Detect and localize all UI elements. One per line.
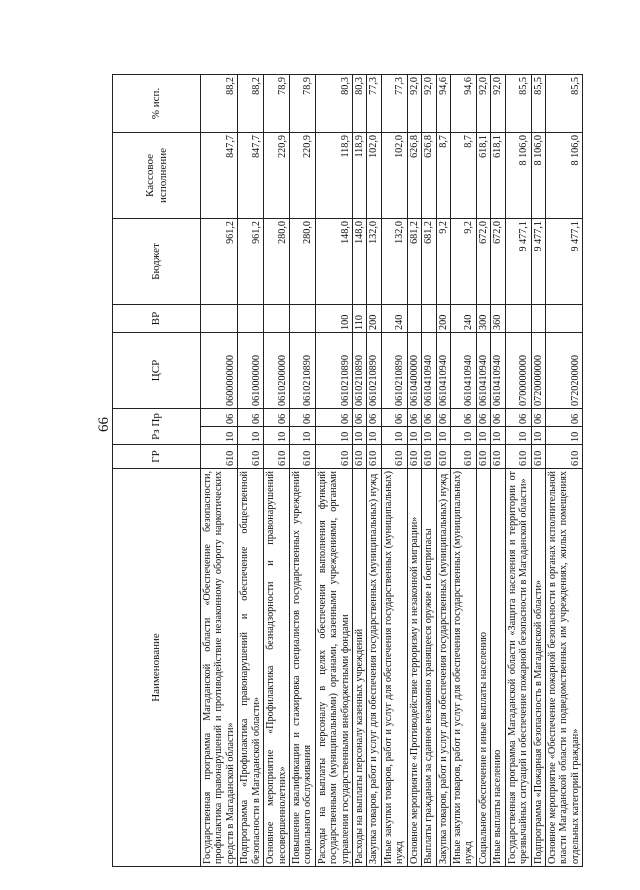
row-budget-cell: 280,0 [289,218,315,304]
row-csr-cell: 0610400000 [407,332,421,408]
row-pct-cell: 92,0 [491,74,505,132]
row-cash-cell: 626,8 [407,132,421,218]
table-row [407,74,421,866]
row-rz-cell: 10 [476,427,490,445]
row-cash-cell: 847,7 [201,132,238,218]
row-csr-cell: 0610210890 [367,332,381,408]
row-rz-cell: 10 [264,427,290,445]
row-vr-cell [264,304,290,332]
table-row [381,74,407,866]
header-csr: ЦСР [113,332,201,408]
header-cash: Кассовое исполнение [113,132,201,218]
row-vr-cell: 200 [367,304,381,332]
row-pct-cell: 78,9 [289,74,315,132]
table-header-row [113,74,201,866]
table-row [505,74,531,866]
row-pr-cell: 06 [238,408,264,426]
row-budget-cell: 681,2 [422,218,436,304]
table-row [264,74,290,866]
row-csr-cell: 0610410940 [476,332,490,408]
row-pr-cell: 06 [422,408,436,426]
row-gr-cell: 610 [531,445,545,469]
budget-execution-table [112,74,583,867]
row-cash-cell: 618,1 [476,132,490,218]
table-row [238,74,264,866]
row-budget-cell: 681,2 [407,218,421,304]
row-pct-cell: 85,5 [505,74,531,132]
row-gr-cell: 610 [367,445,381,469]
row-gr-cell: 610 [545,445,582,469]
row-cash-cell: 220,9 [289,132,315,218]
table-row [451,74,477,866]
row-pct-cell: 77,3 [381,74,407,132]
row-gr-cell: 610 [264,445,290,469]
table-row [545,74,582,866]
row-rz-cell: 10 [436,427,450,445]
row-csr-cell: 0610210890 [289,332,315,408]
table-row [315,74,352,866]
table-row [289,74,315,866]
table-row [491,74,505,866]
row-cash-cell: 102,0 [367,132,381,218]
table-row [201,74,238,866]
row-budget-cell: 961,2 [201,218,238,304]
row-pr-cell: 06 [315,408,352,426]
row-gr-cell: 610 [289,445,315,469]
row-vr-cell [531,304,545,332]
row-pct-cell: 77,3 [367,74,381,132]
row-csr-cell: 0610410940 [491,332,505,408]
row-pct-cell: 80,3 [315,74,352,132]
row-vr-cell [289,304,315,332]
row-rz-cell: 10 [381,427,407,445]
row-rz-cell: 10 [422,427,436,445]
row-budget-cell: 9 477,1 [545,218,582,304]
row-rz-cell: 10 [201,427,238,445]
row-pr-cell: 06 [545,408,582,426]
row-name-cell: Иные выплаты населению [491,469,505,867]
row-name-cell: Государственная программа Магаданской области «Обеспечение безопасности, профилактика правонарушений и противодействие незаконному обороту наркотических средств в Магаданской области» [201,469,238,867]
row-csr-cell: 0600000000 [201,332,238,408]
header-gr: ГР [113,445,201,469]
row-rz-cell: 10 [407,427,421,445]
row-cash-cell: 8,7 [451,132,477,218]
row-vr-cell [407,304,421,332]
row-vr-cell: 240 [451,304,477,332]
table-row [531,74,545,866]
row-vr-cell: 240 [381,304,407,332]
row-budget-cell: 961,2 [238,218,264,304]
row-budget-cell: 672,0 [491,218,505,304]
row-csr-cell: 0610000000 [238,332,264,408]
row-pr-cell: 06 [531,408,545,426]
row-pct-cell: 92,0 [422,74,436,132]
row-rz-cell: 10 [289,427,315,445]
row-budget-cell: 9,2 [451,218,477,304]
row-csr-cell: 0720200000 [545,332,582,408]
row-pct-cell: 94,6 [451,74,477,132]
table-row [353,74,367,866]
row-gr-cell: 610 [201,445,238,469]
row-pr-cell: 06 [451,408,477,426]
row-gr-cell: 610 [381,445,407,469]
row-pr-cell: 06 [201,408,238,426]
row-pct-cell: 88,2 [238,74,264,132]
row-name-cell: Основное мероприятие «Профилактика безнадзорности и правонарушений несовершеннолетних» [264,469,290,867]
row-csr-cell: 0610200000 [264,332,290,408]
row-gr-cell: 610 [238,445,264,469]
row-cash-cell: 8 106,0 [545,132,582,218]
row-pr-cell: 06 [367,408,381,426]
row-vr-cell: 360 [491,304,505,332]
row-name-cell: Иные закупки товаров, работ и услуг для обеспечения государственных (муниципальных) нужд [381,469,407,867]
row-budget-cell: 132,0 [367,218,381,304]
row-cash-cell: 118,9 [353,132,367,218]
row-name-cell: Государственная программа Магаданской области «Защита населения и территории от чрезвычайных ситуаций и обеспечение пожарной безопасности в Магаданской области» [505,469,531,867]
row-vr-cell: 200 [436,304,450,332]
rotated-page-content [112,75,583,867]
row-budget-cell: 672,0 [476,218,490,304]
row-pr-cell: 06 [289,408,315,426]
header-pct: % исп. [113,74,201,132]
row-cash-cell: 618,1 [491,132,505,218]
row-cash-cell: 102,0 [381,132,407,218]
row-gr-cell: 610 [353,445,367,469]
row-name-cell: Подпрограмма «Пожарная безопасность в Магаданской области» [531,469,545,867]
row-cash-cell: 8 106,0 [531,132,545,218]
row-csr-cell: 0610210890 [353,332,367,408]
row-pr-cell: 06 [264,408,290,426]
row-name-cell: Подпрограмма «Профилактика правонарушений и обеспечение общественной безопасности в Магаданской области» [238,469,264,867]
row-name-cell: Выплаты гражданам за сданное незаконно хранящееся оружие и боеприпасы [422,469,436,867]
row-csr-cell: 0610410940 [422,332,436,408]
row-vr-cell [505,304,531,332]
row-name-cell: Социальное обеспечение и иные выплаты населению [476,469,490,867]
row-cash-cell: 118,9 [315,132,352,218]
row-rz-cell: 10 [531,427,545,445]
row-pct-cell: 92,0 [407,74,421,132]
row-cash-cell: 8,7 [436,132,450,218]
row-name-cell: Основное мероприятие «Противодействие терроризму и незаконной миграции» [407,469,421,867]
row-gr-cell: 610 [491,445,505,469]
row-rz-cell: 10 [238,427,264,445]
row-vr-cell [201,304,238,332]
row-csr-cell: 0610210890 [315,332,352,408]
header-vr: ВР [113,304,201,332]
row-csr-cell: 0720000000 [531,332,545,408]
row-rz-cell: 10 [505,427,531,445]
row-name-cell: Закупка товаров, работ и услуг для обеспечения государственных (муниципальных) нужд [367,469,381,867]
row-pct-cell: 88,2 [201,74,238,132]
row-vr-cell: 110 [353,304,367,332]
header-name: Наименование [113,469,201,867]
row-rz-cell: 10 [545,427,582,445]
row-gr-cell: 610 [505,445,531,469]
row-gr-cell: 610 [407,445,421,469]
table-row [367,74,381,866]
row-pr-cell: 06 [505,408,531,426]
row-name-cell: Повышение квалификации и стажировка специалистов государственных учреждений социального обслуживания [289,469,315,867]
row-csr-cell: 0610410940 [451,332,477,408]
row-pr-cell: 06 [353,408,367,426]
row-gr-cell: 610 [436,445,450,469]
row-pct-cell: 92,0 [476,74,490,132]
header-rz-pr: Рз Пр [113,408,201,444]
row-pr-cell: 06 [407,408,421,426]
table-row [436,74,450,866]
row-vr-cell: 100 [315,304,352,332]
header-budget: Бюджет [113,218,201,304]
row-vr-cell [238,304,264,332]
row-vr-cell: 300 [476,304,490,332]
row-pct-cell: 78,9 [264,74,290,132]
row-pr-cell: 06 [491,408,505,426]
row-csr-cell: 0700000000 [505,332,531,408]
row-pct-cell: 80,3 [353,74,367,132]
row-name-cell: Расходы на выплаты персоналу в целях обеспечения выполнения функций государственными (муниципальными) органами, казенными учреждениями, органами управления государственными внебюджетными фондами [315,469,352,867]
row-csr-cell: 0610210890 [381,332,407,408]
row-pr-cell: 06 [381,408,407,426]
row-cash-cell: 220,9 [264,132,290,218]
row-csr-cell: 0610410940 [436,332,450,408]
row-budget-cell: 9 477,1 [531,218,545,304]
row-budget-cell: 148,0 [353,218,367,304]
row-gr-cell: 610 [476,445,490,469]
row-name-cell: Расходы на выплаты персоналу казенных учреждений [353,469,367,867]
row-pct-cell: 85,5 [545,74,582,132]
row-gr-cell: 610 [422,445,436,469]
row-vr-cell [422,304,436,332]
table-row [422,74,436,866]
row-budget-cell: 9,2 [436,218,450,304]
table-body [201,74,583,866]
row-name-cell: Иные закупки товаров, работ и услуг для обеспечения государственных (муниципальных) нужд [451,469,477,867]
row-name-cell: Закупка товаров, работ и услуг для обеспечения государственных (муниципальных) нужд [436,469,450,867]
row-gr-cell: 610 [451,445,477,469]
row-rz-cell: 10 [315,427,352,445]
row-cash-cell: 847,7 [238,132,264,218]
row-cash-cell: 626,8 [422,132,436,218]
row-budget-cell: 148,0 [315,218,352,304]
row-name-cell: Основное мероприятие «Обеспечение пожарной безопасности в органах исполнительной власти Магаданской области и подведомственных им учреждениях, жилых помещениях отдельных категорий граждан» [545,469,582,867]
table-row [476,74,490,866]
row-rz-cell: 10 [491,427,505,445]
row-budget-cell: 280,0 [264,218,290,304]
row-rz-cell: 10 [353,427,367,445]
row-pr-cell: 06 [476,408,490,426]
row-vr-cell [545,304,582,332]
row-gr-cell: 610 [315,445,352,469]
row-pr-cell: 06 [436,408,450,426]
row-budget-cell: 9 477,1 [505,218,531,304]
row-budget-cell: 132,0 [381,218,407,304]
row-cash-cell: 8 106,0 [505,132,531,218]
row-rz-cell: 10 [367,427,381,445]
page-number: 66 [96,417,112,432]
row-pct-cell: 85,5 [531,74,545,132]
row-rz-cell: 10 [451,427,477,445]
row-pct-cell: 94,6 [436,74,450,132]
